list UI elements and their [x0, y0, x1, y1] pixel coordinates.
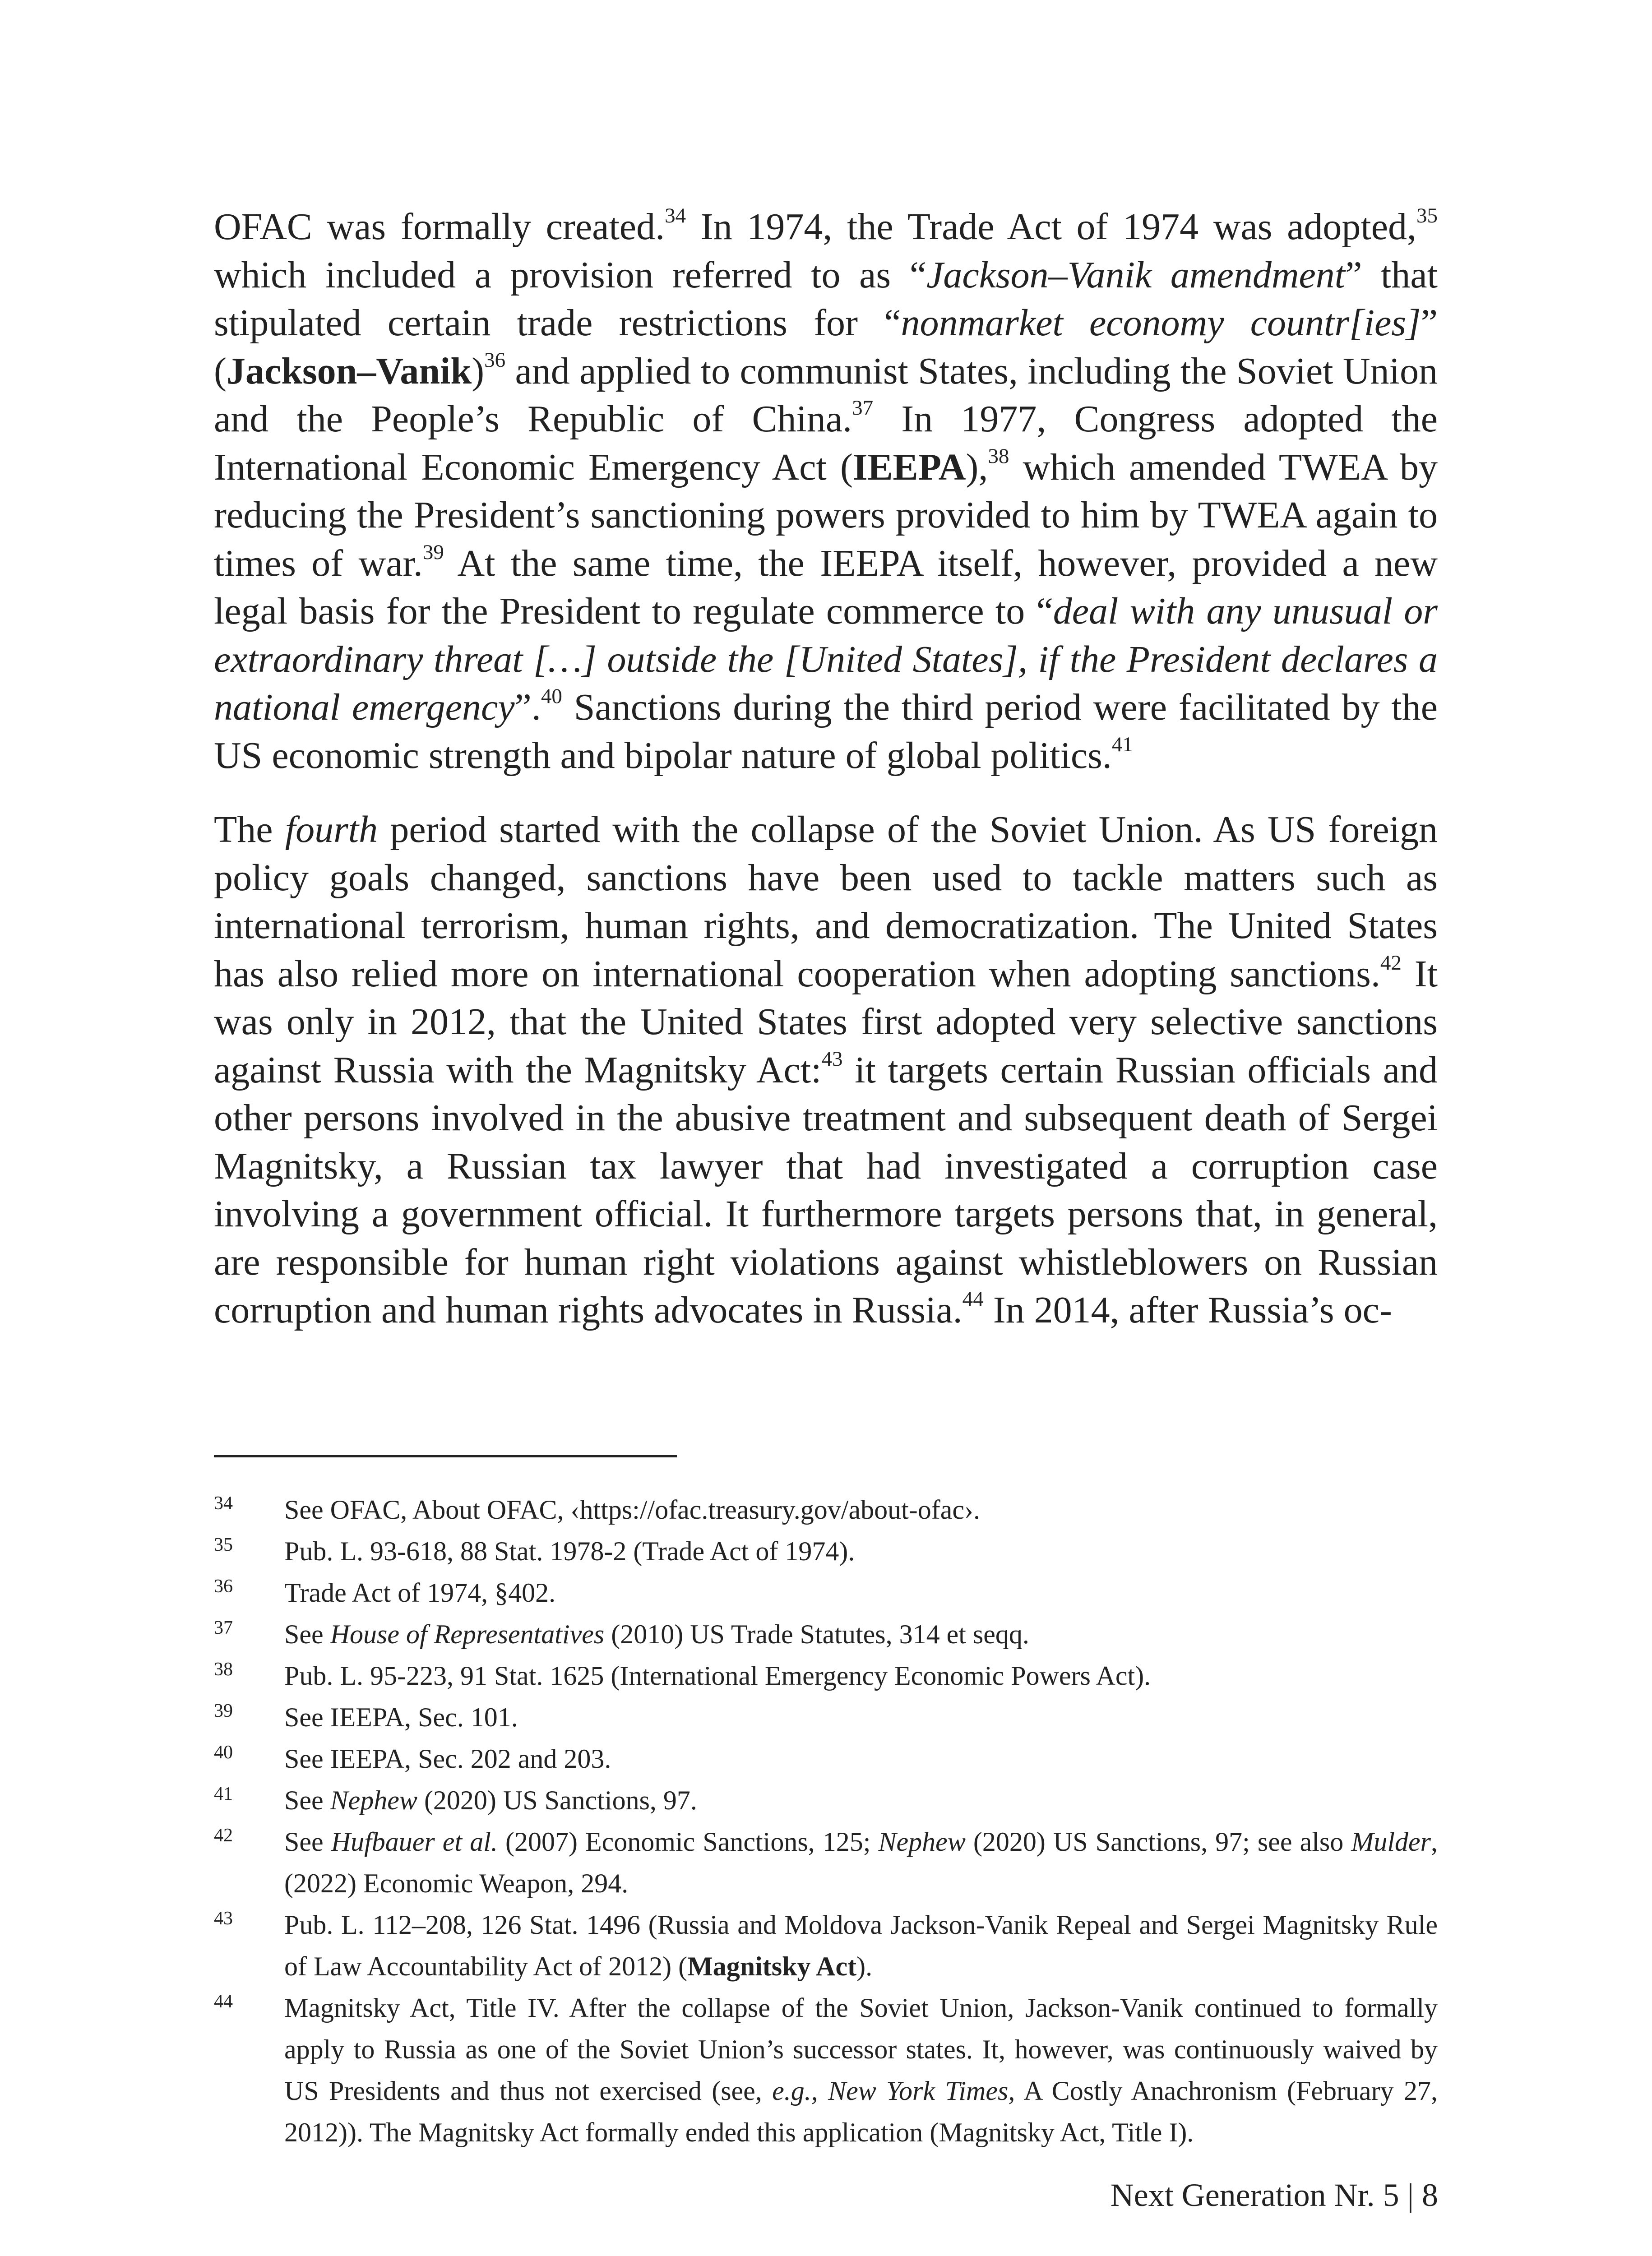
footnote-ref-37: 37: [852, 396, 874, 420]
footnote-ref-35: 35: [1416, 204, 1438, 227]
paragraph-2-text-run: In 2014, after Russia’s oc-: [983, 1289, 1392, 1331]
paragraph-1-italic-run: deal with any unusual or extraordinary threat […] outside the [United States], if the President declares a national emergency: [214, 590, 1438, 728]
paragraph-1-text-run: Sanctions during the third period were facilitated by the US economic strength and bipolar nature of global politics.: [214, 686, 1438, 777]
footnote-41: [214, 1780, 1438, 1821]
footnote-number: 34: [214, 1493, 233, 1514]
footnote-number: 38: [214, 1659, 233, 1680]
paragraph-1-text-run: ”.: [514, 686, 541, 728]
footnote-text: [284, 1655, 1438, 1697]
footnote-41-italic-run: Nephew: [330, 1785, 417, 1815]
footnote-35: [214, 1530, 1438, 1572]
footnote-number: 35: [214, 1535, 233, 1555]
paragraph-1-text-run: In 1974, the Trade Act of 1974 was adopted,: [686, 206, 1416, 248]
footnote-41-text-run: See: [284, 1785, 330, 1815]
footnote-ref-41: 41: [1111, 732, 1133, 756]
footnote-ref-38: 38: [988, 444, 1009, 468]
footnotes: [214, 1489, 1438, 2153]
footnote-43-bold-run: Magnitsky Act: [687, 1951, 857, 1981]
footnote-42-italic-run: Mulder: [1351, 1827, 1431, 1857]
footnote-36-text-run: Trade Act of 1974, §402.: [284, 1578, 556, 1608]
footnote-44-italic-run: e.g.: [772, 2076, 811, 2106]
footnote-ref-44: 44: [962, 1287, 984, 1311]
footnote-42-text-run: See: [284, 1827, 331, 1857]
footnote-42: [214, 1821, 1438, 1904]
paragraph-2: [214, 806, 1438, 1335]
footnote-number: 39: [214, 1701, 233, 1721]
footnote-44-text-run: ,: [811, 2076, 828, 2106]
footnote-42-text-run: (2007) Economic Sanctions, 125;: [497, 1827, 879, 1857]
footnote-43: [214, 1904, 1438, 1987]
footnote-text: [284, 1697, 1438, 1738]
paragraph-1-text-run: ): [472, 350, 485, 392]
footnote-ref-39: 39: [422, 540, 444, 564]
footnote-text: [284, 1530, 1438, 1572]
footnote-44-italic-run: New York Times: [828, 2076, 1009, 2106]
paragraph-1-text-run: and applied to communist States, including the Soviet Union and the People’s Republic of China.: [214, 350, 1438, 440]
paragraph-2-text-run: it targets certain Russian officials and other persons involved in the abusive treatment and subsequent death of Sergei Magnitsky, a Russian tax lawyer that had investigated a corruption case involving a government official. It furthermore targets persons that, in general, are responsible for human right violations against whistleblowers on Russian corruption and human rights advocates in Russia.: [214, 1049, 1438, 1331]
footnote-43-text-run: Pub. L. 112–208, 126 Stat. 1496 (Russia and Moldova Jackson-Vanik Repeal and Sergei Magnitsky Rule of Law Accountability Act of 2012) (: [284, 1910, 1438, 1981]
footnote-text: [284, 1613, 1438, 1655]
footnote-number: 36: [214, 1576, 233, 1597]
paragraph-1-text-run: which included a provision referred to as “: [214, 254, 927, 296]
footnote-text: [284, 1489, 1438, 1530]
footnote-divider: [214, 1455, 677, 1457]
footnote-text: [284, 1821, 1438, 1904]
footnote-37-text-run: See: [284, 1619, 330, 1649]
paragraph-2-text-run: It was only in 2012, that the United States first adopted very selective sanctions against Russia with the Magnitsky Act:: [214, 952, 1438, 1091]
footnote-39: [214, 1697, 1438, 1738]
footnote-44-text-run: Magnitsky Act, Title IV. After the collapse of the Soviet Union, Jackson-Vanik continued to formally apply to Russia as one of the Soviet Union’s successor states. It, however, was continuously waived by US Presidents and thus not exercised (see,: [284, 1993, 1438, 2106]
footnote-44: [214, 1987, 1438, 2153]
footnote-number: 40: [214, 1742, 233, 1763]
paragraph-1-text-run: ” that stipulated certain trade restrictions for “: [214, 254, 1438, 344]
footnote-number: 44: [214, 1991, 233, 2012]
footnote-42-italic-run: Nephew: [878, 1827, 966, 1857]
footnote-37-text-run: (2010) US Trade Statutes, 314 et seqq.: [604, 1619, 1029, 1649]
footnote-number: 37: [214, 1618, 233, 1638]
footnote-42-text-run: (2020) US Sanctions, 97; see also: [965, 1827, 1351, 1857]
footnote-ref-40: 40: [541, 684, 562, 708]
footnote-ref-43: 43: [821, 1047, 843, 1071]
paragraph-2-italic-run: fourth: [285, 809, 378, 851]
paragraph-1-text-run: At the same time, the IEEPA itself, however, provided a new legal basis for the President to regulate commerce to “: [214, 542, 1438, 632]
footnote-number: 41: [214, 1784, 233, 1804]
footnote-number: 42: [214, 1825, 233, 1846]
footnote-text: [284, 1738, 1438, 1780]
paragraph-1-bold-run: Jackson–Vanik: [226, 350, 472, 392]
footnote-37-italic-run: House of Representatives: [330, 1619, 605, 1649]
footnote-text: [284, 1572, 1438, 1613]
footnote-ref-42: 42: [1380, 951, 1402, 975]
footnote-44-text-run: , A Costly Anachronism (February 27, 2012)). The Magnitsky Act formally ended this application (Magnitsky Act, Title I).: [284, 2076, 1438, 2147]
footnote-text: [284, 1987, 1438, 2153]
paragraph-1: [214, 203, 1438, 780]
footnote-34-text-run: See OFAC, About OFAC, ‹https://ofac.treasury.gov/about-ofac›.: [284, 1495, 980, 1525]
body-text: [214, 203, 1438, 1361]
paragraph-1-text-run: ” (: [214, 302, 1438, 392]
paragraph-1-bold-run: IEEPA: [852, 446, 966, 488]
footnote-40-text-run: See IEEPA, Sec. 202 and 203.: [284, 1744, 611, 1774]
footnote-42-text-run: , (2022) Economic Weapon, 294.: [284, 1827, 1438, 1898]
footnote-34: [214, 1489, 1438, 1530]
footnote-ref-34: 34: [665, 204, 686, 227]
footnote-ref-36: 36: [484, 348, 506, 372]
footnote-38-text-run: Pub. L. 95-223, 91 Stat. 1625 (International Emergency Economic Powers Act).: [284, 1661, 1151, 1691]
page-footer: Next Generation Nr. 5 | 8: [1110, 2177, 1438, 2213]
paragraph-1-italic-run: Jackson–Vanik amendment: [926, 254, 1346, 296]
footnote-36: [214, 1572, 1438, 1613]
paragraph-2-text-run: period started with the collapse of the Soviet Union. As US foreign policy goals changed, sanctions have been used to tackle matters such as international terrorism, human rights, and democratization. The United States has also relied more on international cooperation when adopting sanctions.: [214, 809, 1438, 995]
footnote-42-italic-run: Hufbauer et al.: [331, 1827, 498, 1857]
paragraph-1-text-run: In 1977, Congress adopted the International Economic Emergency Act (: [214, 398, 1438, 488]
footnote-41-text-run: (2020) US Sanctions, 97.: [417, 1785, 697, 1815]
footnote-37: [214, 1613, 1438, 1655]
paragraph-2-text-run: The: [214, 809, 285, 851]
paragraph-1-text-run: which amended TWEA by reducing the President’s sanctioning powers provided to him by TWEA again to times of war.: [214, 446, 1438, 584]
footnote-35-text-run: Pub. L. 93-618, 88 Stat. 1978-2 (Trade Act of 1974).: [284, 1536, 855, 1566]
paragraph-1-text-run: OFAC was formally created.: [214, 206, 665, 248]
paragraph-1-text-run: ),: [966, 446, 988, 488]
footnote-38: [214, 1655, 1438, 1697]
paragraph-1-italic-run: nonmarket economy countr[ies]: [901, 302, 1421, 344]
footnote-40: [214, 1738, 1438, 1780]
footnote-text: [284, 1780, 1438, 1821]
footnote-39-text-run: See IEEPA, Sec. 101.: [284, 1702, 518, 1732]
footnote-number: 43: [214, 1908, 233, 1929]
footnote-text: [284, 1904, 1438, 1987]
footnote-43-text-run: ).: [856, 1951, 873, 1981]
